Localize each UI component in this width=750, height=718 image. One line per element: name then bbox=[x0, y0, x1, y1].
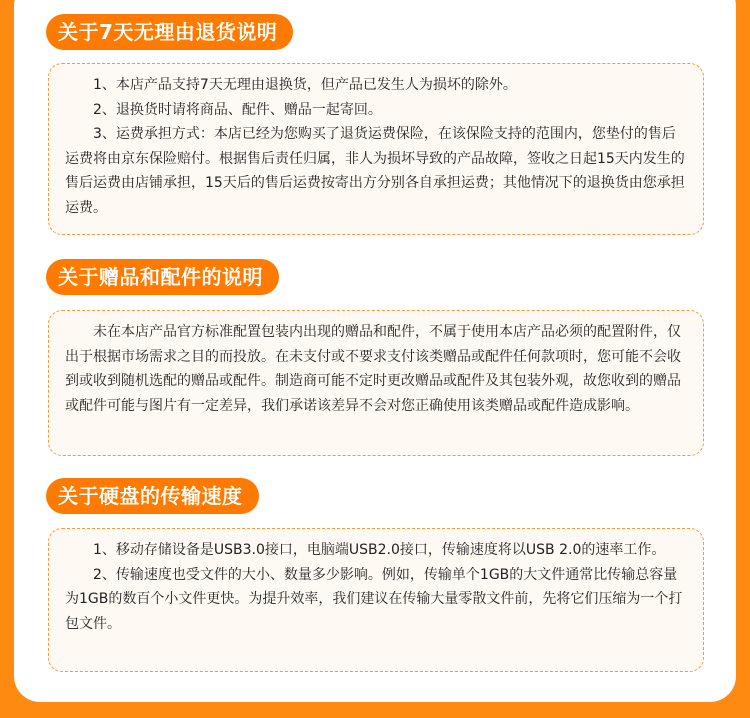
section-title-gifts-accessories: 关于赠品和配件的说明 bbox=[46, 259, 279, 295]
gifts-accessories-text: 未在本店产品官方标准配置包装内出现的赠品和配件，不属于使用本店产品必须的配置附件，仅出于根据市场需求之目的而投放。在未支付或不要求支付该类赠品或配件任何款项时，您可能不会收到或收到随机选配的赠品或配件。制造商可能不定时更改赠品或配件及其包装外观，故您收到的赠品或配件可能与图片有一定差异，我们承诺该差异不会对您正确使用该类赠品或配件造成影响。 bbox=[65, 324, 681, 414]
transfer-speed-item-2: 2、传输速度也受文件的大小、数量多少影响。例如，传输单个1GB的大文件通常比传输总容量为1GB的数百个小文件更快。为提升效率，我们建议在传输大量零散文件前，先将它们压缩为一个打包文件。 bbox=[65, 566, 683, 632]
return-policy-item-2: 2、退换货时请将商品、配件、赠品一起寄回。 bbox=[93, 101, 382, 118]
return-policy-item-3: 3、运费承担方式：本店已经为您购买了退货运费保险，在该保险支持的范围内，您垫付的售后运费将由京东保险赔付。根据售后责任归属，非人为损坏导致的产品故障，签收之日起15天内发生的售后运费由店铺承担，15天后的售后运费按寄出方分别各自承担运费；其他情况下的退换货由您承担运费。 bbox=[65, 126, 685, 216]
gifts-accessories-box bbox=[48, 310, 704, 456]
transfer-speed-item-1: 1、移动存储设备是USB3.0接口，电脑端USB2.0接口，传输速度将以USB 2.0的速率工作。 bbox=[93, 542, 666, 558]
transfer-speed-box bbox=[48, 528, 704, 672]
section-title-transfer-speed: 关于硬盘的传输速度 bbox=[46, 478, 259, 514]
section-title-return-policy: 关于7天无理由退货说明 bbox=[46, 14, 293, 50]
return-policy-item-1: 1、本店产品支持7天无理由退换货，但产品已发生人为损坏的除外。 bbox=[93, 77, 517, 93]
return-policy-box bbox=[48, 63, 704, 235]
